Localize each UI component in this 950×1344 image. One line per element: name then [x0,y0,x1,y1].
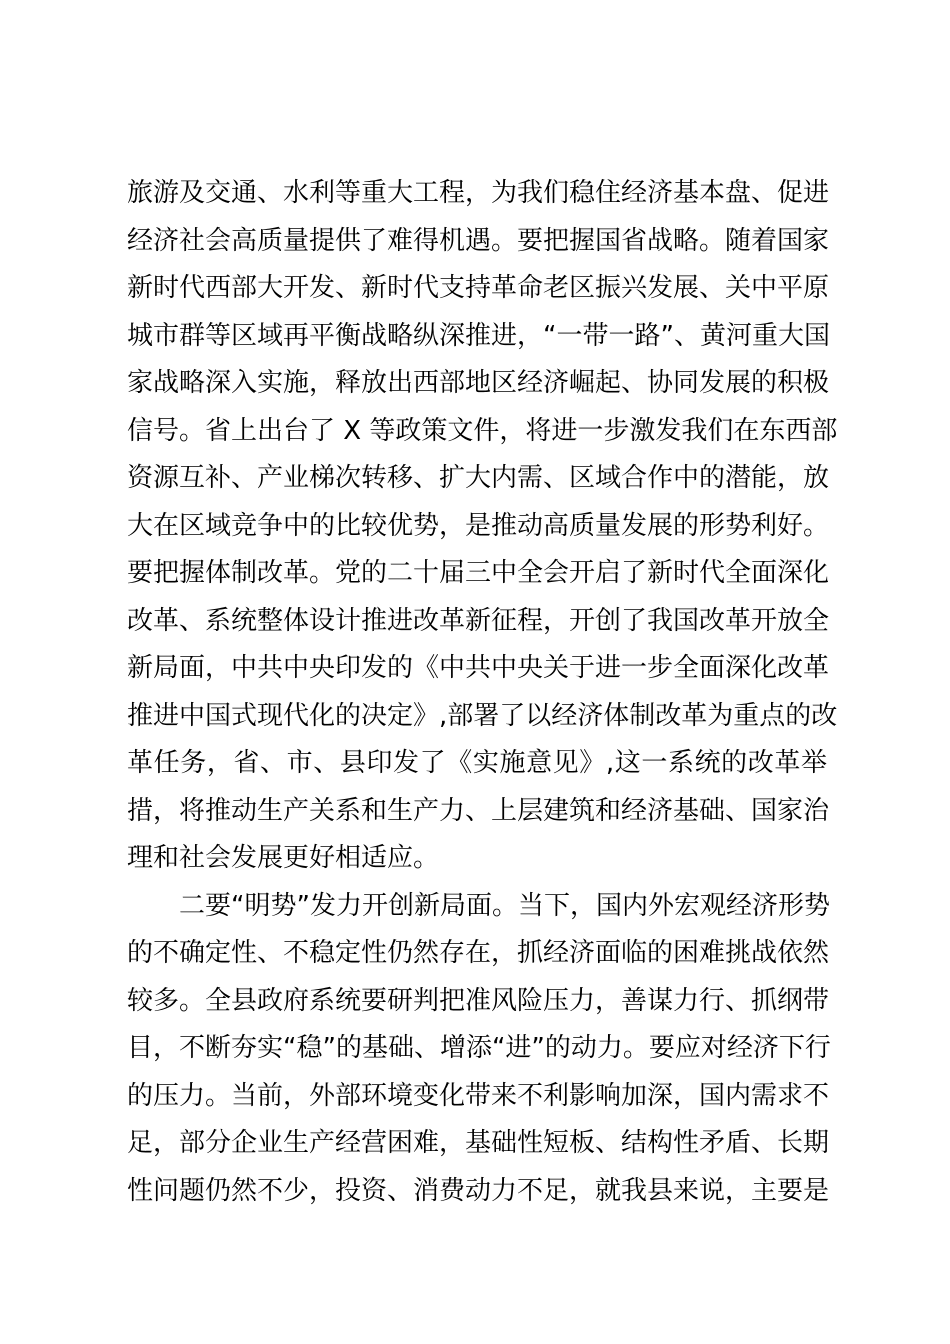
text-line: 性问题仍然不少，投资、消费动力不足，就我县来说，主要是 [127,1175,830,1206]
text-line: 较多。全县政府系统要研判把准风险压力，善谋力行、抓纲带 [127,985,830,1016]
text-line: 新时代西部大开发、新时代支持革命老区振兴发展、关中平原 [127,273,830,303]
text-line: 城市群等区域再平衡战略纵深推进，“一带一路”、黄河重大国 [127,320,830,351]
text-line: 理和社会发展更好相适应。 [127,843,440,873]
text-line: 足，部分企业生产经营困难，基础性短板、结构性矛盾、长期 [127,1128,830,1158]
text-line: 目，不断夯实“稳”的基础、增添“进”的动力。要应对经济下行 [127,1033,831,1063]
text-line: 的不确定性、不稳定性仍然存在，抓经济面临的困难挑战依然 [127,938,830,968]
text-line: 推进中国式现代化的决定》,部署了以经济体制改革为重点的改 [127,700,838,731]
text-line: 信号。省上出台了 X 等政策文件，将进一步激发我们在东西部 [127,415,838,446]
text-line: 旅游及交通、水利等重大工程，为我们稳住经济基本盘、促进 [127,178,830,208]
text-line: 家战略深入实施，释放出西部地区经济崛起、协同发展的积极 [127,368,830,398]
text-line: 大在区域竞争中的比较优势，是推动高质量发展的形势利好。 [127,510,830,541]
text-line: 革任务，省、市、县印发了《实施意见》,这一系统的改革举 [127,748,827,778]
text-line: 措，将推动生产关系和生产力、上层建筑和经济基础、国家治 [127,795,830,826]
text-line: 改革、系统整体设计推进改革新征程，开创了我国改革开放全 [127,605,830,636]
text-line: 的压力。当前，外部环境变化带来不利影响加深，国内需求不 [127,1080,830,1111]
text-line: 经济社会高质量提供了难得机遇。要把握国省战略。随着国家 [127,225,830,256]
paragraph-first-line: 二要“明势”发力开创新局面。当下，国内外宏观经济形势 [179,890,830,921]
text-line: 新局面，中共中央印发的《中共中央关于进一步全面深化改革 [127,653,830,683]
text-line: 要把握体制改革。党的二十届三中全会开启了新时代全面深化 [127,558,830,588]
body-text [127,170,838,1215]
text-line: 资源互补、产业梯次转移、扩大内需、区域合作中的潜能，放 [127,463,830,493]
